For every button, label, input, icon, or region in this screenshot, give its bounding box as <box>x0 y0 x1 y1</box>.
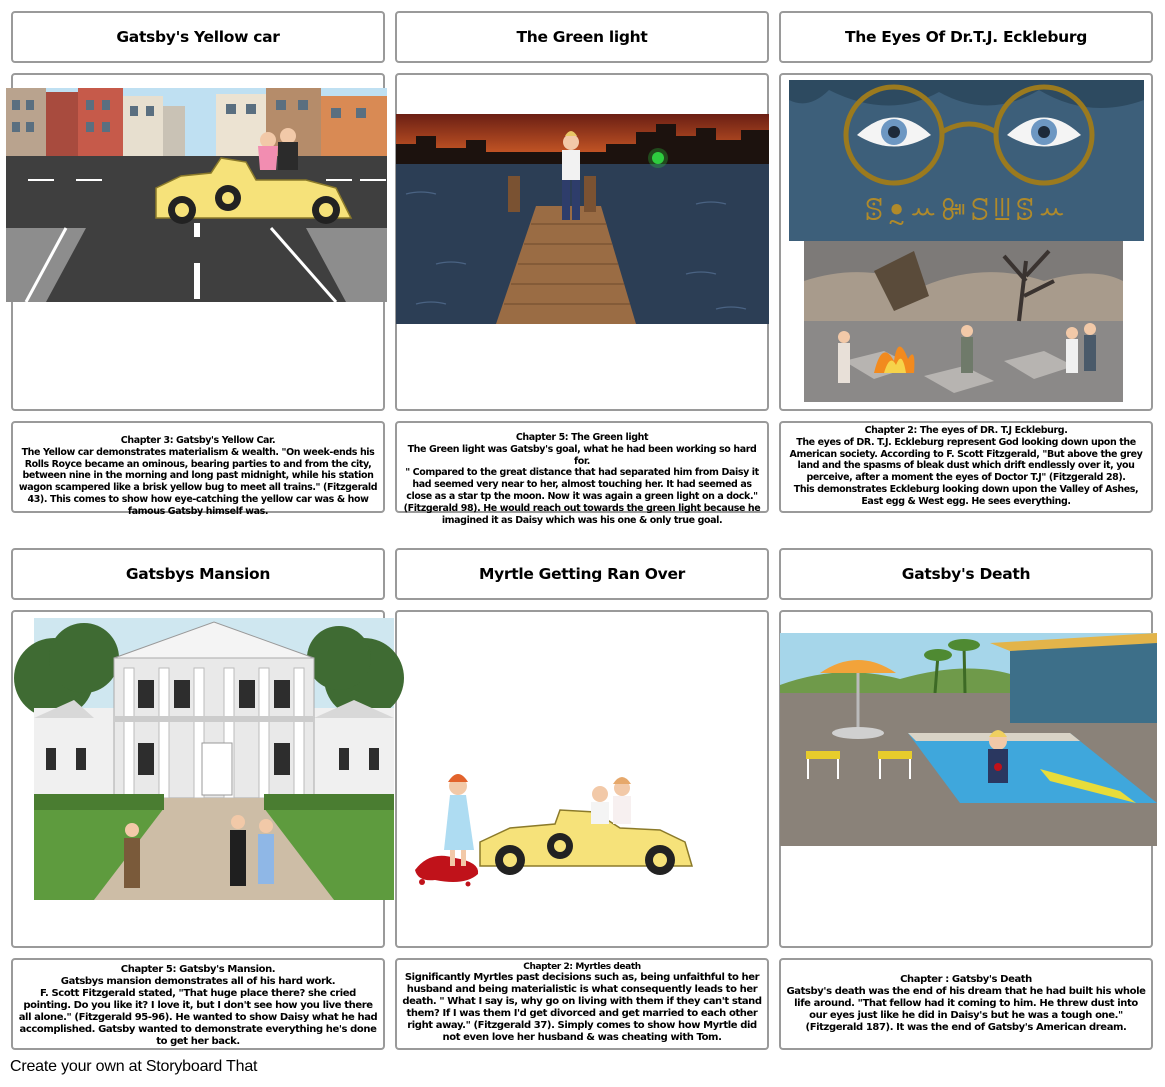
panel-1-title <box>11 11 385 63</box>
panel-4-body-line-1: Gatsbys mansion demonstrates all of his hard work. <box>60 976 336 987</box>
myrtle-figure <box>444 774 474 866</box>
panel-1-body-line: The Yellow car demonstrates materialism & wealth. "On week-ends his Rolls Royce became an ominous, bearing parties to and from the city, between nine in the morning and long past midnight, while his station wagon scampered like a brisk yellow bug to meet all trains." (Fitzgerald 43). This comes to show how eye-catching the yellow car was & how famous Gatsby himself was. <box>18 446 378 517</box>
panel-1-description <box>11 421 385 517</box>
yellow-car-2 <box>480 777 692 875</box>
panel-5-chapter-line: Chapter 2: Myrtles death <box>523 962 641 972</box>
gatsby-mansion-scene <box>34 618 394 900</box>
panel-3-chapter-line: Chapter 2: The eyes of DR. T.J Eckleburg. <box>864 425 1068 436</box>
panel-3-title-text: The Eyes Of Dr.T.J. Eckleburg <box>844 28 1088 46</box>
valley-of-ashes-scene <box>804 241 1123 402</box>
panel-6-chapter-line: Chapter : Gatsby's Death <box>900 974 1032 985</box>
panel-6-body-line: Gatsby's death was the end of his dream that he had built his whole life around. "That fellow had it coming to him. He threw dust into our eyes just like he did in Daisy's but he was a tough one." (Fitzgerald 187). It was the end of Gatsby's American dream. <box>786 986 1146 1033</box>
eckleburg-sign-lettering: ꕷꔸꕀꔼꕶꔗꕷꕀ <box>864 193 1070 228</box>
panel-3-body-line-1: The eyes of DR. T.J. Eckleburg represent God looking down upon the American society. According to F. Scott Fitzgerald, "But above the grey land and the spasms of bleak dust which drift endlessly over it, you <box>789 436 1143 472</box>
panel-6-title <box>779 548 1153 600</box>
panel-6-description <box>779 958 1153 1050</box>
yellow-car-street-scene <box>6 88 387 302</box>
panel-3-body-line-3: This demonstrates Eckleburg looking down upon the Valley of Ashes, East egg & West egg. He sees everything. <box>793 483 1139 507</box>
panel-5-title <box>395 548 769 600</box>
panel-5-description <box>395 958 769 1050</box>
panel-3-description <box>779 421 1153 513</box>
panel-5-title-text: Myrtle Getting Ran Over <box>478 565 686 583</box>
panel-2-chapter-line: Chapter 5: The Green light <box>515 432 649 443</box>
panel-2-description <box>395 421 769 526</box>
panel-4-body-line-2: F. Scott Fitzgerald stated, "That huge place there? she cried pointing. Do you like it? I love it, but I don't see how you live there all alone." (Fitzgerald 95-96). He wanted to show Daisy what he had accomplished. Gatsby wanted to demonstrate everything he's done to get her back. <box>18 988 378 1047</box>
gatsby-in-pool <box>988 730 1008 783</box>
panel-6-title-text: Gatsby's Death <box>901 565 1031 583</box>
panel-3-title <box>779 11 1153 63</box>
panel-2-body-line-1: The Green light was Gatsby's goal, what he had been working so hard for. <box>407 443 757 467</box>
panel-2-title <box>395 11 769 63</box>
panel-1-title-text: Gatsby's Yellow car <box>116 28 280 46</box>
panel-3-body-line-2: perceive, after a moment the eyes of Doctor T.J" (Fitzgerald 28). <box>806 472 1126 484</box>
panel-4-chapter-line: Chapter 5: Gatsby's Mansion. <box>120 964 276 975</box>
panel-4-title-text: Gatsbys Mansion <box>125 565 271 583</box>
eckleburg-eyes-scene <box>789 80 1144 241</box>
green-light-dock-scene <box>396 114 769 324</box>
storyboard-that-footer-link[interactable]: Create your own at Storyboard That <box>10 1058 258 1075</box>
gatsby-pool-scene <box>780 633 1157 846</box>
panel-2-title-text: The Green light <box>516 28 648 46</box>
myrtle-accident-scene <box>410 770 695 888</box>
panel-5-body-line: Significantly Myrtles past decisions such as, being unfaithful to her husband and being materialistic is what consequently leads to her death. " What I say is, why go on living with them if they can't stand them? If I was them I'd get divorced and get married to each other right away." (Fitzgerald 37). Simply comes to show how Myrtle did not even love her husband & was cheating with Tom. <box>402 972 762 1043</box>
panel-1-chapter-line: Chapter 3: Gatsby's Yellow Car. <box>120 435 276 446</box>
panel-4-description <box>11 958 385 1050</box>
panel-4-title <box>11 548 385 600</box>
panel-2-body-line-2: " Compared to the great distance that had separated him from Daisy it had seemed very near to her, almost touching her. It had seemed as close as a star tp the moon. Now it was again a green light on a dock."(Fitzgerald 98). He would reach out towards the green light because he imagined it as Daisy which was his one & only true goal. <box>403 467 761 526</box>
